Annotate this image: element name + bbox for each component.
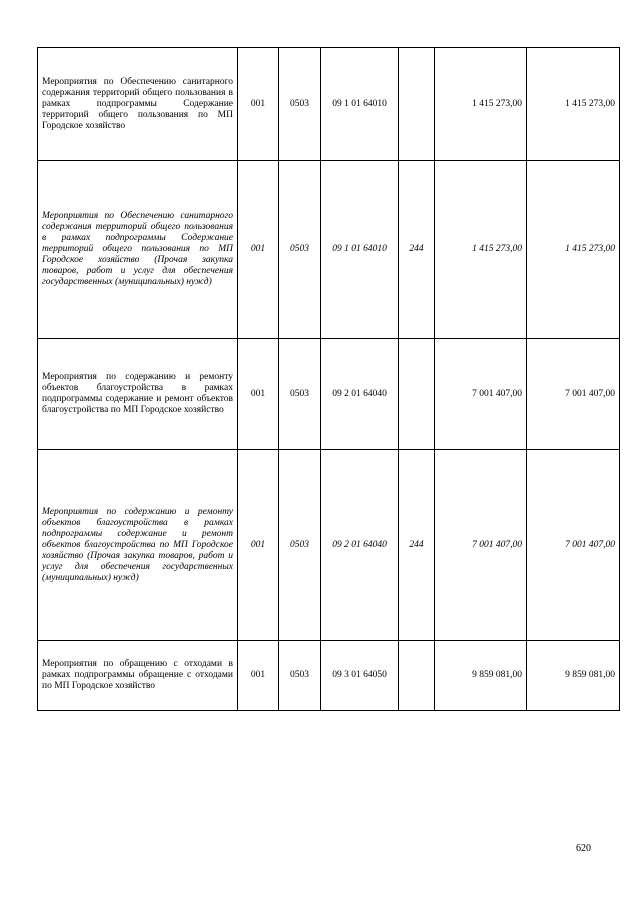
- budget-table: [37, 47, 620, 711]
- target-article: 09 3 01 64050: [321, 641, 399, 711]
- grbs-code: 001: [238, 641, 279, 711]
- amount-2: 7 001 407,00: [527, 339, 620, 450]
- row-name: Мероприятия по обращению с отходами в рамках подпрограммы обращение с отходами по МП Городское хозяйство: [38, 641, 238, 711]
- table-row: [38, 641, 620, 711]
- section-code: 0503: [279, 48, 321, 161]
- amount-1: 7 001 407,00: [435, 450, 527, 641]
- section-code: 0503: [279, 641, 321, 711]
- expense-type: [399, 339, 435, 450]
- table-row: [38, 450, 620, 641]
- amount-1: 9 859 081,00: [435, 641, 527, 711]
- amount-2: 1 415 273,00: [527, 48, 620, 161]
- table-row: [38, 48, 620, 161]
- grbs-code: 001: [238, 339, 279, 450]
- expense-type: 244: [399, 450, 435, 641]
- amount-2: 7 001 407,00: [527, 450, 620, 641]
- target-article: 09 1 01 64010: [321, 48, 399, 161]
- target-article: 09 1 01 64010: [321, 161, 399, 339]
- expense-type: [399, 641, 435, 711]
- grbs-code: 001: [238, 48, 279, 161]
- table-row: [38, 339, 620, 450]
- amount-1: 1 415 273,00: [435, 48, 527, 161]
- section-code: 0503: [279, 161, 321, 339]
- amount-2: 1 415 273,00: [527, 161, 620, 339]
- section-code: 0503: [279, 339, 321, 450]
- amount-1: 1 415 273,00: [435, 161, 527, 339]
- grbs-code: 001: [238, 450, 279, 641]
- amount-1: 7 001 407,00: [435, 339, 527, 450]
- page-number: 620: [576, 843, 591, 854]
- row-name: Мероприятия по Обеспечению санитарного содержания территорий общего пользования в рамках подпрограммы Содержание территорий общего пользования по МП Городское хозяйство (Прочая закупка товаров, работ и услуг для обеспечения государственных (муниципальных) нужд): [38, 161, 238, 339]
- row-name: Мероприятия по Обеспечению санитарного содержания территорий общего пользования в рамках подпрограммы Содержание территорий общего пользования по МП Городское хозяйство: [38, 48, 238, 161]
- amount-2: 9 859 081,00: [527, 641, 620, 711]
- row-name: Мероприятия по содержанию и ремонту объектов благоустройства в рамках подпрограммы содержание и ремонт объектов благоустройства по МП Городское хозяйство: [38, 339, 238, 450]
- target-article: 09 2 01 64040: [321, 339, 399, 450]
- section-code: 0503: [279, 450, 321, 641]
- expense-type: 244: [399, 161, 435, 339]
- row-name: Мероприятия по содержанию и ремонту объектов благоустройства в рамках подпрограммы содержание и ремонт объектов благоустройства по МП Городское хозяйство (Прочая закупка товаров, работ и услуг для обеспечения государственных (муниципальных) нужд): [38, 450, 238, 641]
- grbs-code: 001: [238, 161, 279, 339]
- expense-type: [399, 48, 435, 161]
- target-article: 09 2 01 64040: [321, 450, 399, 641]
- table-row: [38, 161, 620, 339]
